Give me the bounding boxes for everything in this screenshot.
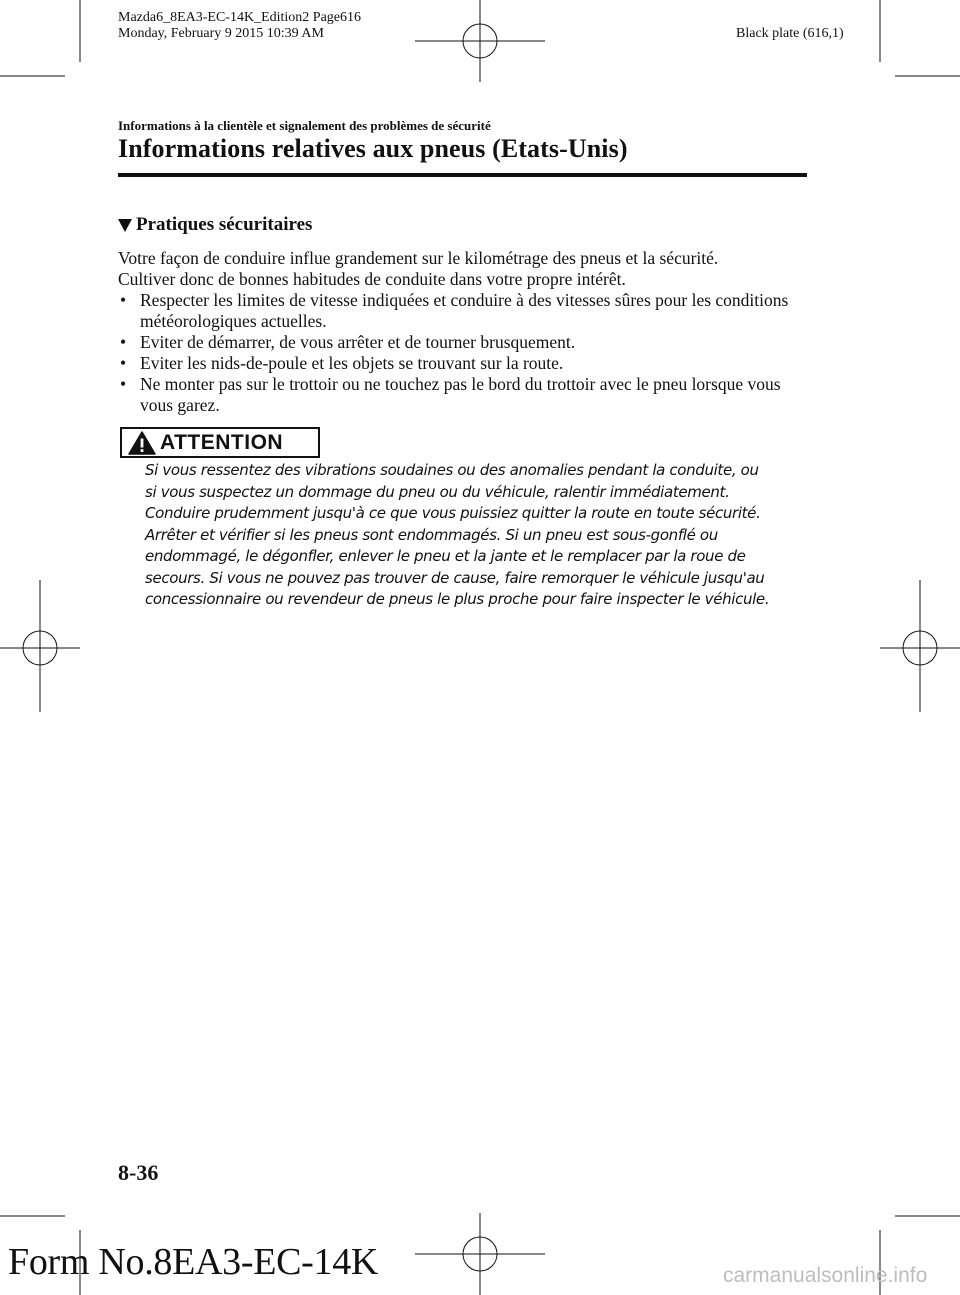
intro-line: Votre façon de conduire influe grandement sur le kilométrage des pneus et la sécurité. bbox=[118, 248, 719, 268]
attention-line: Si vous ressentez des vibrations soudaines ou des anomalies pendant la conduite, ou bbox=[145, 461, 759, 479]
watermark: carmanualsonline.info bbox=[723, 1264, 928, 1287]
bullet-icon: • bbox=[120, 290, 127, 310]
page-number: 8-36 bbox=[118, 1160, 159, 1185]
attention-line: concessionnaire ou revendeur de pneus le plus proche pour faire inspecter le véhicule. bbox=[145, 590, 770, 608]
attention-line: Conduire prudemment jusqu'à ce que vous puissiez quitter la route en toute sécurité. bbox=[145, 504, 761, 522]
bullet-list bbox=[118, 290, 798, 416]
section-label: Informations à la clientèle et signalement des problèmes de sécurité bbox=[118, 118, 491, 133]
attention-box bbox=[120, 427, 320, 458]
list-item bbox=[118, 374, 798, 416]
list-item bbox=[118, 353, 798, 374]
triangle-down-icon bbox=[118, 219, 132, 232]
registration-mark-left bbox=[0, 580, 80, 712]
list-item-text: Ne monter pas sur le trottoir ou ne touchez pas le bord du trottoir avec le pneu lorsque vous vous garez. bbox=[140, 374, 781, 415]
registration-mark-top bbox=[415, 0, 545, 82]
form-number: Form No.8EA3-EC-14K bbox=[8, 1241, 379, 1283]
attention-line: secours. Si vous ne pouvez pas trouver de cause, faire remorquer le véhicule jusqu'au bbox=[145, 568, 765, 587]
registration-mark-bottom bbox=[415, 1213, 545, 1295]
attention-line: Arrêter et vérifier si les pneus sont endommagés. Si un pneu est sous-gonflé ou bbox=[145, 525, 718, 544]
list-item-text: Respecter les limites de vitesse indiquées et conduire à des vitesses sûres pour les conditions météorologiques actuelles. bbox=[140, 290, 789, 331]
body-section bbox=[118, 248, 798, 416]
plate-label: Black plate (616,1) bbox=[736, 26, 844, 41]
intro-line: Cultiver donc de bonnes habitudes de conduite dans votre propre intérêt. bbox=[118, 269, 626, 289]
attention-text bbox=[145, 460, 815, 611]
print-file-line: Mazda6_8EA3-EC-14K_Edition2 Page616 bbox=[118, 10, 362, 25]
sub-heading-text: Pratiques sécuritaires bbox=[136, 214, 313, 235]
title-rule bbox=[118, 173, 807, 177]
bullet-icon: • bbox=[120, 353, 127, 373]
attention-line: endommagé, le dégonfler, enlever le pneu et la jante et le remplacer par la roue de bbox=[145, 547, 746, 565]
warning-triangle-icon bbox=[128, 431, 156, 455]
print-date-line: Monday, February 9 2015 10:39 AM bbox=[118, 26, 324, 41]
list-item-text: Eviter les nids-de-poule et les objets se trouvant sur la route. bbox=[140, 353, 564, 373]
attention-line: si vous suspectez un dommage du pneu ou du véhicule, ralentir immédiatement. bbox=[145, 482, 730, 501]
bullet-icon: • bbox=[120, 332, 127, 352]
list-item bbox=[118, 332, 798, 353]
bullet-icon: • bbox=[120, 374, 127, 394]
sub-heading bbox=[118, 214, 312, 236]
registration-mark-right bbox=[880, 580, 960, 712]
list-item bbox=[118, 290, 798, 332]
attention-label: ATTENTION bbox=[160, 430, 284, 454]
page-title: Informations relatives aux pneus (Etats-Unis) bbox=[118, 134, 628, 163]
list-item-text: Eviter de démarrer, de vous arrêter et de tourner brusquement. bbox=[140, 332, 576, 352]
